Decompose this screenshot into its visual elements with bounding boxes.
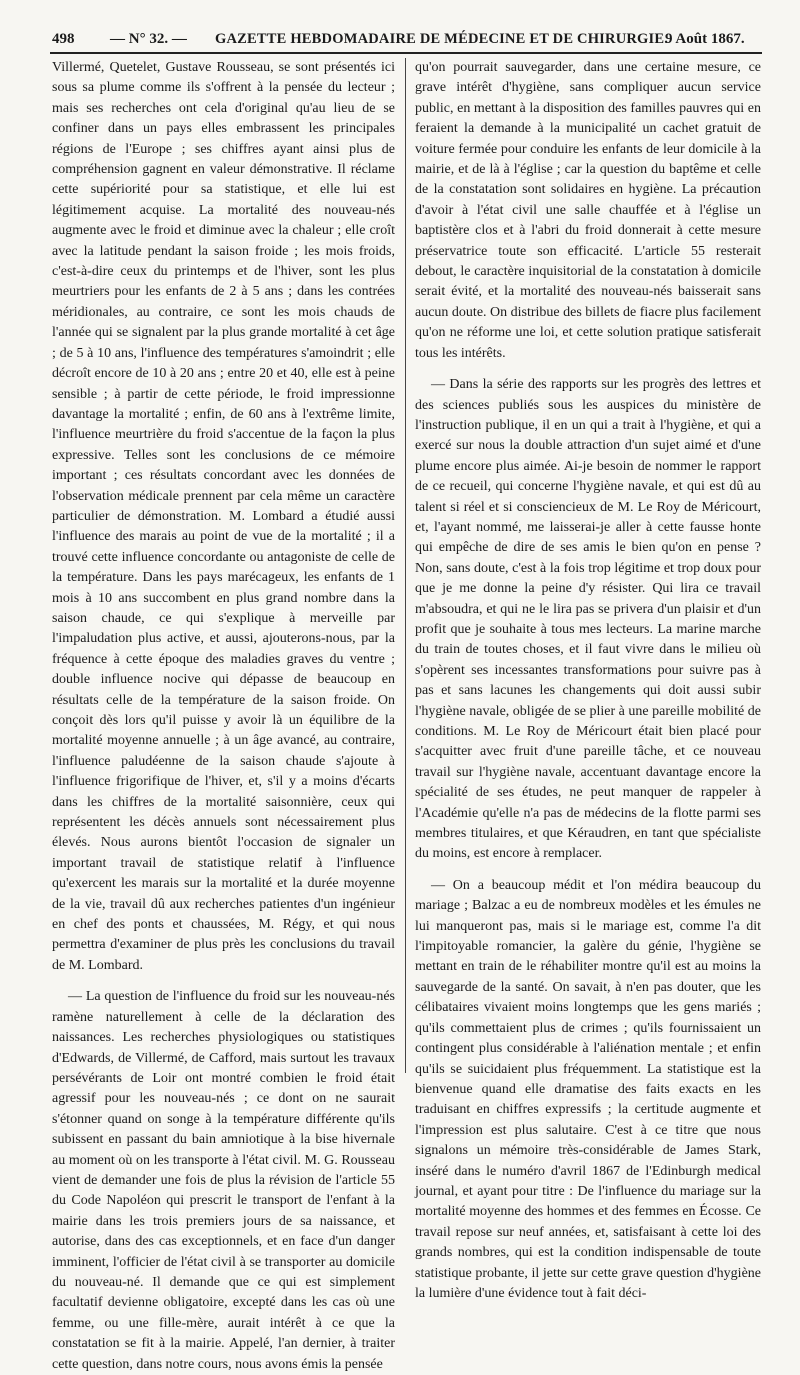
paragraph-hygiene-navale: — Dans la série des rapports sur les progrès des lettres et des sciences publiés sous les auspices du ministère de l'instruction publique, il en un qui a trait à l'hygiène, et qui a exercé sur nous la double attraction d'un sujet aimé et d'une plume encore plus aimée. Ai-je besoin de nommer le rapport de ce recueil, qui concerne l'hygiène navale, et qui est dû au talent si réel et si consciencieux de M. Le Roy de Méricourt, et, l'ayant nommé, me laisserai-je aller à cette fausse honte qui empêche de dire de ses amis le bien qu'on en pense ? Non, sans doute, c'est à la fois trop légitime et trop doux pour que je me donne la peine d'y résister. Qui lira ce travail m'absoudra, et qui ne le lira pas se privera d'un plaisir et d'un profit que je souhaite à tous mes lecteurs. La marine marche du train de toutes choses, et il faut vivre dans le milieu où s'opèrent ses incessantes transformations pour suivre pas à pas et sans lacunes les changements qui doit aussi subir l'hygiène navale, obligée de se plier à une pareille mobilité de conditions. M. Le Roy de Méricourt était bien placé pour s'acquitter avec fruit d'une pareille tâche, et ce nouveau travail sur l'hygiène navale, accentuant davantage encore la spécialité de ses études, ne peut manquer de rappeler à l'Académie qu'elle n'a pas de médecins de la flotte parmi ses membres titulaires, et que Kéraudren, en tant que spécialiste du moins, est encore à remplacer. bbox=[415, 377, 761, 862]
issue-number: — N° 32. — bbox=[110, 31, 187, 47]
header-rule bbox=[50, 52, 762, 54]
left-column bbox=[52, 58, 395, 1375]
page-number: 498 bbox=[52, 31, 75, 47]
right-column bbox=[415, 58, 761, 1304]
issue-date: 9 Août 1867. bbox=[665, 31, 745, 47]
paragraph-lombard: Villermé, Quetelet, Gustave Rousseau, se sont présentés ici sous sa plume comme ils s'offrent à la pensée du lecteur ; mais ses recherches ont cela d'original qu'au lieu de se confiner dans un pays elles embrassent les principales régions de l'Europe ; ses chiffres ayant ainsi plus de compréhension gagnent en valeur démonstrative. Il réclame cette supériorité pour sa statistique, et elle lui est légitimement acquise. La mortalité des nouveau-nés augmente avec le froid et diminue avec la chaleur ; elle croît avec la latitude pendant la saison froide ; les mois froids, c'est-à-dire ceux du printemps et de l'hiver, sont les plus meurtriers pour les enfants de 2 à 5 ans ; dans les contrées méridionales, au contraire, ce sont les mois chauds de l'année qui se signalent par la plus grande mortalité à cet âge ; de 5 à 10 ans, l'influence des températures s'amoindrit ; elle décroît encore de 10 à 20 ans ; entre 20 et 40, elle est à peine sensible ; à partir de cette période, le froid impressionne davantage la mortalité ; enfin, de 60 ans à l'extrême limite, l'influence meurtrière du froid s'accentue de la façon la plus expressive. Telles sont les conclusions de ce mémoire important ; ces résultats concordant avec les données de l'observation médicale prennent par cela même un caractère particulier de démonstration. M. Lombard a étudié aussi l'influence des marais au point de vue de la mortalité ; il a trouvé cette influence concordante ou antagoniste de celle de la température. Dans les pays marécageux, les enfants de 1 mois à 10 ans succombent en plus grand nombre dans la saison chaude, ce qui s'explique à merveille par l'impaludation plus active, et aussi, ajouterons-nous, par la fréquence à cette époque des maladies graves du ventre ; double influence nocive qui dépasse de beaucoup en résultats celle de la température de la saison froide. On conçoit dès lors qu'il puisse y avoir là un équilibre de la mortalité moyenne annuelle ; à un âge avancé, au contraire, l'influence paludéenne de la saison chaude s'ajoute à l'influence frigorifique de l'hiver, et, s'il y a moins d'écarts dans les chiffres de la mortalité saisonnière, ceux qui représentent les décès annuels sont nécessairement plus élevés. Nous aurons bientôt l'occasion de signaler un important travail de statistique relatif à l'influence qu'exercent les marais sur la mortalité et la durée moyenne de la vie, travail dû aux recherches patientes d'un ingénieur en chef des ponts et chaussées, M. Régy, et qui nous permettra d'examiner de plus près les conclusions du travail de M. Lombard. bbox=[52, 60, 395, 973]
journal-title: GAZETTE HEBDOMADAIRE DE MÉDECINE ET DE CHIRURGIE. bbox=[215, 31, 669, 47]
page-header bbox=[0, 0, 800, 52]
column-divider bbox=[405, 58, 406, 1073]
paragraph-mariage: — On a beaucoup médit et l'on médira beaucoup du mariage ; Balzac a eu de nombreux modèles et les émules ne lui manqueront pas, mais si le mariage est, comme l'a dit l'impitoyable romancier, la galère du génie, l'hygiène se mettant en train de le réhabiliter montre qu'il est au moins la sauvegarde de la santé. On savait, à n'en pas douter, que les célibataires vivaient moins longtemps que les gens mariés ; qu'ils commettaient plus de crimes ; qu'ils fournissaient un contingent plus considérable à l'aliénation mentale ; et enfin qu'ils se suicidaient plus fréquemment. La statistique est la bienvenue quand elle dramatise des faits exacts en les traduisant en chiffres expressifs ; la certitude augmente et l'impression est plus salutaire. C'est à ce titre que nous signalons un mémoire très-considérable de James Stark, inséré dans le numéro d'avril 1867 de l'Edinburgh medical journal, et ayant pour titre : De l'influence du mariage sur la mortalité moyenne des hommes et des femmes en Écosse. Ce travail repose sur neuf années, et, satisfaisant à cette loi des grands nombres, qui est la condition indispensable de toute statistique probante, il jette sur cette grave question d'hygiène la lumière d'une évidence tout à fait déci- bbox=[415, 877, 761, 1301]
paragraph-declaration-naissances: — La question de l'influence du froid sur les nouveau-nés ramène naturellement à celle de la déclaration des naissances. Les recherches physiologiques ou statistiques d'Edwards, de Villermé, de Cafford, mais surtout les travaux persévérants de Loir ont montré combien le froid était agressif pour les nouveau-nés ; ce dont on ne saurait s'étonner quand on songe à la température différente qu'ils subissent en passant du bain amniotique à la bise hivernale au moment où on les transporte à l'état civil. M. G. Rousseau vient de demander une fois de plus la révision de l'article 55 du Code Napoléon qui prescrit le transport de l'enfant à la mairie dans les trois premiers jours de sa naissance, et autorise, dans des cas exceptionnels, et en face d'un danger imminent, l'officier de l'état civil à se transporter au domicile du nouveau-né. Il demande que ce qui est simplement facultatif devienne obligatoire, excepté dans les cas où une femme, ou une fille-mère, aurait intérêt à ce que la constatation se fit à la mairie. Appelé, l'an dernier, à traiter cette question, dans notre cours, nous avons émis la pensée bbox=[52, 989, 395, 1372]
paragraph-continuation: qu'on pourrait sauvegarder, dans une certaine mesure, ce grave intérêt d'hygiène, sans compliquer aucun service public, en mettant à la disposition des familles pauvres qui en feraient la demande à la municipalité un cachet gratuit de voiture fermée pour conduire les enfants de leur domicile à la mairie, et de là à l'église ; car la question du baptême et celle de la constatation sont solidaires en hygiène. La précaution d'avoir à l'état civil une salle chauffée et à l'église un baptistère clos et à l'abri du froid donnerait à cette mesure préservatrice toute son efficacité. L'article 55 resterait debout, le caractère inquisitorial de la constatation à domicile serait évité, et la mortalité des nouveau-nés baisserait sans aucun doute. On distribue des billets de fiacre plus facilement qu'on ne réforme une loi, et cette solution pratique satisferait tous les intérêts. bbox=[415, 60, 762, 361]
